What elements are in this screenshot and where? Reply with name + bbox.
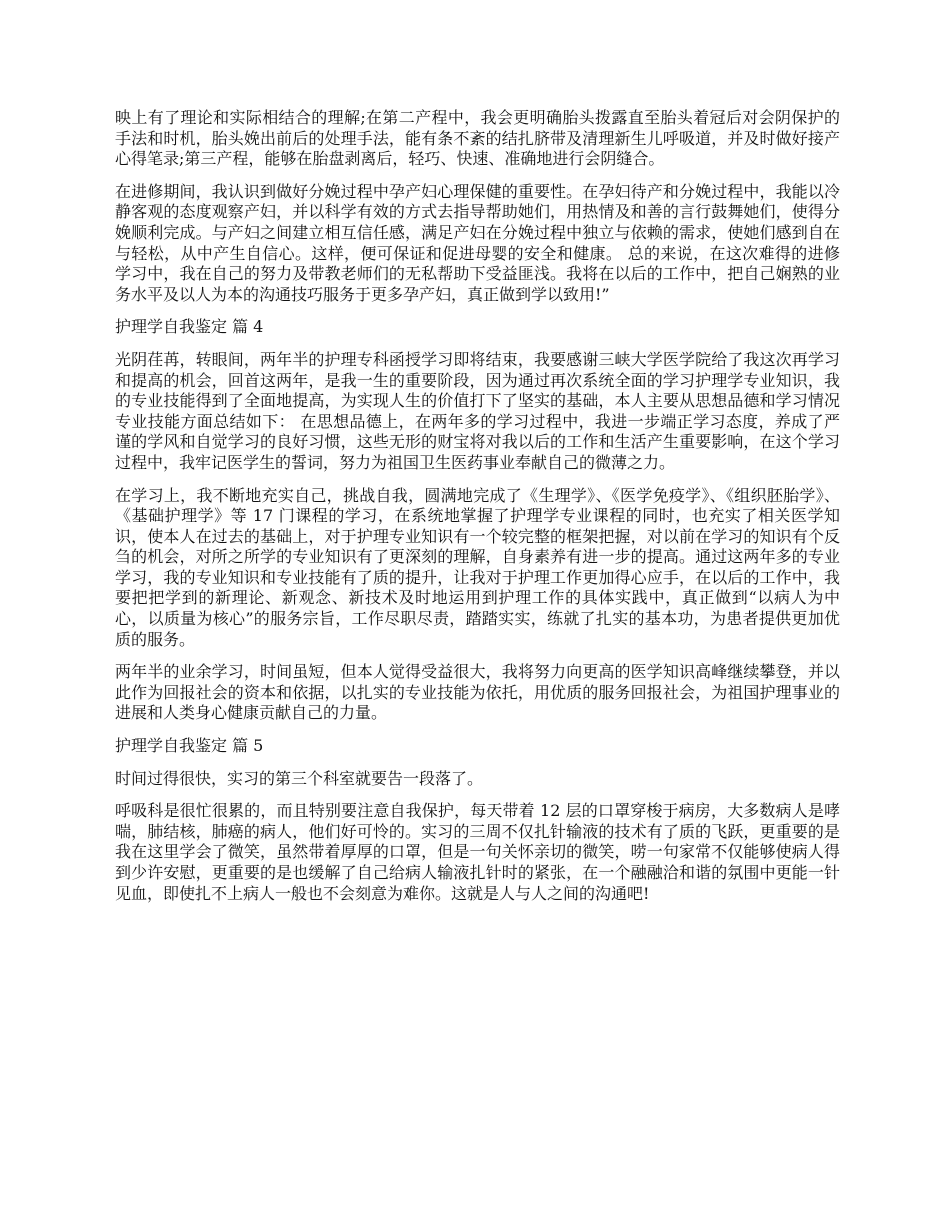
paragraph-learning-progress: 在学习上，我不断地充实自己，挑战自我，圆满地完成了《生理学》、《医学免疫学》、《组织胚胎学》、《基础护理学》等 17 门课程的学习，在系统地掌握了护理学专业课程的同时，也充实了相关医学知识，使本人在过去的基础上，对于护理专业知识有一个较完整的框架把握，对以前在学习的知识有个反刍的机会，对所之所学的专业知识有了更深刻的理解，自身素养有进一步的提高。通过这两年多的专业学习，我的专业知识和专业技能有了质的提升，让我对于护理工作更加得心应手，在以后的工作中，我要把把学到的新理论、新观念、新技术及时地运用到护理工作的具体实践中，真正做到“以病人为中心，以质量为核心”的服务宗旨，工作尽职尽责，踏踏实实，练就了扎实的基本功，为患者提供更加优质的服务。 bbox=[115, 485, 840, 649]
document-body bbox=[115, 108, 840, 916]
paragraph-study-summary: 光阴荏苒，转眼间，两年半的护理专科函授学习即将结束，我要感谢三峡大学医学院给了我这次再学习和提高的机会，回首这两年，是我一生的重要阶段，因为通过再次系统全面的学习护理学专业知识，我的专业技能得到了全面地提高，为实现人生的价值打下了坚实的基础，本人主要从思想品德和学习情况专业技能方面总结如下： 在思想品德上，在两年多的学习过程中，我进一步端正学习态度，养成了严谨的学风和自觉学习的良好习惯，这些无形的财宝将对我以后的工作和生活产生重要影响，在这个学习过程中，我牢记医学生的誓词，努力为祖国卫生医药事业奉献自己的微薄之力。 bbox=[115, 349, 840, 472]
section-heading-4: 护理学自我鉴定 篇 4 bbox=[115, 317, 264, 337]
paragraph-future-goals: 两年半的业余学习，时间虽短，但本人觉得受益很大，我将努力向更高的医学知识高峰继续攀登，并以此作为回报社会的资本和依据，以扎实的专业技能为依托，用优质的服务回报社会，为祖国护理事业的进展和人类身心健康贡献自己的力量。 bbox=[115, 662, 840, 723]
section-heading-5: 护理学自我鉴定 篇 5 bbox=[115, 736, 264, 756]
paragraph-internship-intro: 时间过得很快，实习的第三个科室就要告一段落了。 bbox=[115, 768, 484, 788]
paragraph-respiratory-dept: 呼吸科是很忙很累的，而且特别要注意自我保护，每天带着 12 层的口罩穿梭于病房，大多数病人是哮喘，肺结核，肺癌的病人，他们好可怜的。实习的三周不仅扎针输液的技术有了质的飞跃，更重要的是我在这里学会了微笑，虽然带着厚厚的口罩，但是一句关怀亲切的微笑，唠一句家常不仅能够使病人得到少许安慰，更重要的是也缓解了自己给病人输液扎针时的紧张，在一个融融洽和谐的氛围中更能一针见血，即使扎不上病人一般也不会刻意为难你。这就是人与人之间的沟通吧! bbox=[115, 801, 840, 903]
paragraph-delivery-stages: 映上有了理论和实际相结合的理解;在第二产程中，我会更明确胎头拨露直至胎头着冠后对会阴保护的手法和时机，胎头娩出前后的处理手法，能有条不紊的结扎脐带及清理新生儿呼吸道，并及时做好接产心得笔录;第三产程，能够在胎盘剥离后，轻巧、快速、准确地进行会阴缝合。 bbox=[115, 108, 840, 169]
paragraph-psychological-care: 在进修期间，我认识到做好分娩过程中孕产妇心理保健的重要性。在孕妇待产和分娩过程中，我能以冷静客观的态度观察产妇，并以科学有效的方式去指导帮助她们，用热情及和善的言行鼓舞她们，使得分娩顺利完成。与产妇之间建立相互信任感，满足产妇在分娩过程中独立与依赖的需求，使她们感到自在与轻松，从中产生自信心。这样，便可保证和促进母婴的安全和健康。 总的来说，在这次难得的进修学习中，我在自己的努力及带教老师们的无私帮助下受益匪浅。我将在以后的工作中，把自己娴熟的业务水平及以人为本的沟通技巧服务于更多孕产妇，真正做到学以致用!” bbox=[115, 181, 840, 304]
